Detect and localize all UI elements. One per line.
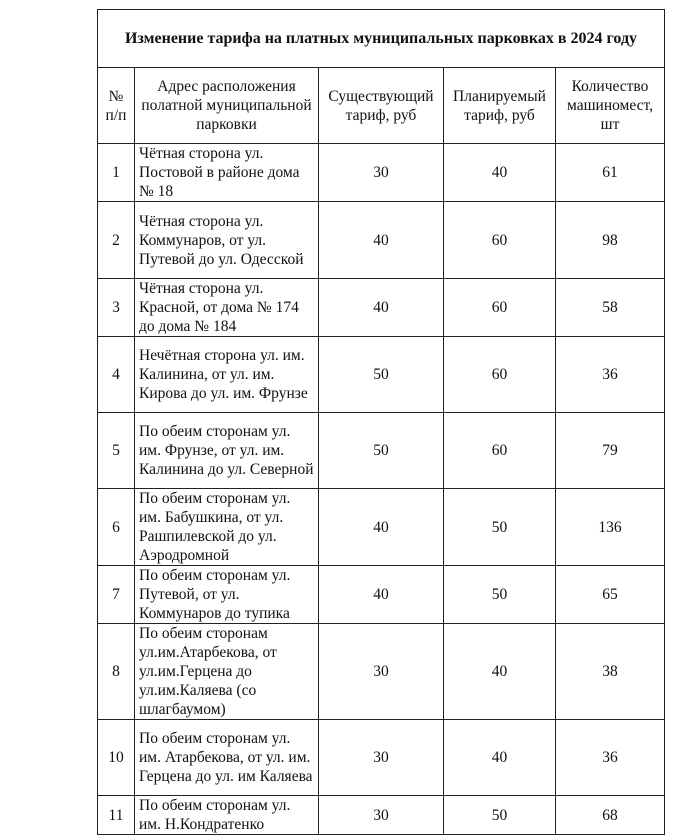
row-spaces: 79 <box>556 413 665 489</box>
row-address: По обеим сторонам ул. Путевой, от ул. Коммунаров до тупика <box>135 566 319 624</box>
header-spaces: Количество машиномест, шт <box>556 68 665 144</box>
table-row <box>98 489 665 566</box>
row-current-tariff: 40 <box>319 202 444 279</box>
row-current-tariff: 30 <box>319 720 444 796</box>
row-address: По обеим сторонам ул.им.Атарбекова, от ул.им.Герцена до ул.им.Каляева (со шлагбаумом) <box>135 624 319 720</box>
table-row <box>98 720 665 796</box>
header-num: № п/п <box>98 68 135 144</box>
row-address: Чётная сторона ул. Коммунаров, от ул. Путевой до ул. Одесской <box>135 202 319 279</box>
row-number: 8 <box>98 624 135 720</box>
row-address: Чётная сторона ул. Постовой в районе дома № 18 <box>135 144 319 202</box>
table-row <box>98 202 665 279</box>
row-planned-tariff: 50 <box>444 796 556 835</box>
row-address: Чётная сторона ул. Красной, от дома № 174 до дома № 184 <box>135 279 319 337</box>
row-planned-tariff: 50 <box>444 566 556 624</box>
row-spaces: 58 <box>556 279 665 337</box>
row-current-tariff: 40 <box>319 566 444 624</box>
row-current-tariff: 30 <box>319 624 444 720</box>
row-spaces: 136 <box>556 489 665 566</box>
row-address: По обеим сторонам ул. им. Фрунзе, от ул. им. Калинина до ул. Северной <box>135 413 319 489</box>
row-number: 1 <box>98 144 135 202</box>
row-current-tariff: 30 <box>319 144 444 202</box>
header-address: Адрес расположения полатной муниципальной парковки <box>135 68 319 144</box>
row-planned-tariff: 60 <box>444 337 556 413</box>
row-spaces: 36 <box>556 720 665 796</box>
row-planned-tariff: 40 <box>444 144 556 202</box>
row-planned-tariff: 50 <box>444 489 556 566</box>
row-number: 2 <box>98 202 135 279</box>
row-number: 5 <box>98 413 135 489</box>
table-row <box>98 566 665 624</box>
row-spaces: 98 <box>556 202 665 279</box>
row-current-tariff: 40 <box>319 489 444 566</box>
table-title: Изменение тарифа на платных муниципальных парковках в 2024 году <box>98 10 665 68</box>
row-planned-tariff: 60 <box>444 413 556 489</box>
row-spaces: 38 <box>556 624 665 720</box>
row-address: По обеим сторонам ул. им. Атарбекова, от ул. им. Герцена до ул. им Каляева <box>135 720 319 796</box>
row-current-tariff: 40 <box>319 279 444 337</box>
row-spaces: 36 <box>556 337 665 413</box>
row-number: 4 <box>98 337 135 413</box>
row-number: 11 <box>98 796 135 835</box>
row-number: 7 <box>98 566 135 624</box>
header-planned-tariff: Планируемый тариф, руб <box>444 68 556 144</box>
row-address: Нечётная сторона ул. им. Калинина, от ул. им. Кирова до ул. им. Фрунзе <box>135 337 319 413</box>
row-number: 3 <box>98 279 135 337</box>
row-spaces: 65 <box>556 566 665 624</box>
header-row <box>98 68 665 144</box>
row-number: 10 <box>98 720 135 796</box>
row-current-tariff: 30 <box>319 796 444 835</box>
row-planned-tariff: 40 <box>444 624 556 720</box>
row-number: 6 <box>98 489 135 566</box>
row-planned-tariff: 40 <box>444 720 556 796</box>
row-address: По обеим сторонам ул. им. Бабушкина, от ул. Рашпилевской до ул. Аэродромной <box>135 489 319 566</box>
row-spaces: 68 <box>556 796 665 835</box>
row-address: По обеим сторонам ул. им. Н.Кондратенко <box>135 796 319 835</box>
table-row <box>98 413 665 489</box>
row-planned-tariff: 60 <box>444 279 556 337</box>
row-current-tariff: 50 <box>319 337 444 413</box>
tariff-table <box>97 9 665 835</box>
table-row <box>98 624 665 720</box>
row-spaces: 61 <box>556 144 665 202</box>
table-row <box>98 337 665 413</box>
table-row <box>98 796 665 835</box>
header-current-tariff: Существующий тариф, руб <box>319 68 444 144</box>
row-current-tariff: 50 <box>319 413 444 489</box>
table-row <box>98 279 665 337</box>
table-row <box>98 144 665 202</box>
row-planned-tariff: 60 <box>444 202 556 279</box>
